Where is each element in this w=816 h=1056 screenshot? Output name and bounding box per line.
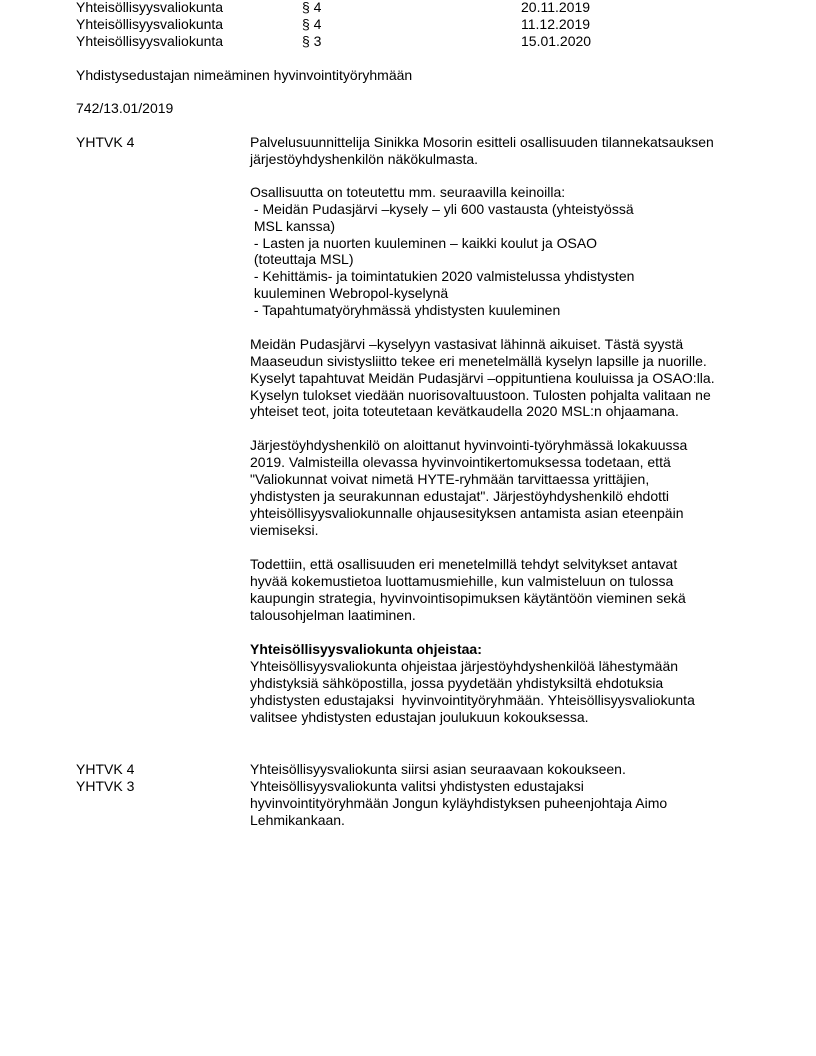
prep-line: Osallisuutta on toteutettu mm. seuraavilla keinoilla: (250, 184, 566, 200)
prep-line: yhteisöllisyysvaliokunnalle ohjausesityksen antamista asian eteenpäin (250, 505, 684, 521)
prep-line: yhdistysten ja seurakunnan edustajat". Järjestöyhdyshenkilö ehdotti (250, 488, 670, 504)
prep-line: (toteuttaja MSL) (250, 251, 354, 267)
prep-line: Meidän Pudasjärvi –kyselyyn vastasivat lähinnä aikuiset. Tästä syystä (250, 336, 684, 352)
prep-line: Todettiin, että osallisuuden eri menetelmillä tehdyt selvitykset antavat (250, 556, 678, 572)
history-date: 15.01.2020 (521, 33, 592, 49)
prep-line: yhteiset teot, joita toteutetaan kevätkaudella 2020 MSL:n ohjaamana. (250, 403, 679, 419)
prep-line: MSL kanssa) (250, 218, 336, 234)
history-body: Yhteisöllisyysvaliokunta (76, 33, 224, 49)
prep-line: Kyselyn tulokset viedään nuorisovaltuustoon. Tulosten pohjalta valitaan ne (250, 387, 711, 403)
prep-line: talousohjelman laatiminen. (250, 607, 416, 623)
history-section: § 4 (302, 0, 322, 15)
history-section: § 3 (302, 33, 322, 49)
prep-line: - Lasten ja nuorten kuuleminen – kaikki koulut ja OSAO (250, 235, 598, 251)
item-title: Yhdistysedustajan nimeäminen hyvinvointityöryhmään (76, 67, 413, 83)
prep-line: järjestöyhdyshenkilön näkökulmasta. (250, 151, 479, 167)
prep-line: Järjestöyhdyshenkilö on aloittanut hyvinvointi-työryhmässä lokakuussa (250, 437, 688, 453)
prep-line: Maaseudun sivistysliitto tekee eri menetelmällä kyselyn lapsille ja nuorille. (250, 353, 707, 369)
prep-line: Palvelusuunnittelija Sinikka Mosorin esitteli osallisuuden tilannekatsauksen (250, 134, 714, 150)
instruction-line: yhdistyksiä sähköpostilla, jossa pyydetään yhdistyksiltä ehdotuksia (250, 675, 664, 691)
decision-line: Yhteisöllisyysvaliokunta valitsi yhdistysten edustajaksi (250, 778, 584, 794)
decision-line: hyvinvointityöryhmään Jongun kyläyhdistyksen puheenjohtaja Aimo (250, 795, 668, 811)
instruction-line: Yhteisöllisyysvaliokunta ohjeistaa järjestöyhdyshenkilöä lähestymään (250, 658, 679, 674)
decision-label: YHTVK 4 (76, 761, 135, 777)
history-date: 11.12.2019 (521, 16, 591, 32)
prep-line: - Meidän Pudasjärvi –kysely – yli 600 vastausta (yhteistyössä (250, 201, 634, 217)
decision-label: YHTVK 3 (76, 778, 135, 794)
history-section: § 4 (302, 16, 322, 32)
prep-line: Kyselyt tapahtuvat Meidän Pudasjärvi –oppituntiena kouluissa ja OSAO:lla. (250, 370, 715, 386)
instruction-line: valitsee yhdistysten edustajan joulukuun kokouksessa. (250, 709, 589, 725)
decision-line: Lehmikankaan. (250, 812, 345, 828)
prep-line: kuuleminen Webropol-kyselynä (250, 285, 449, 301)
diary-number: 742/13.01/2019 (76, 100, 174, 116)
instruction-line: yhdistysten edustajaksi hyvinvointityöryhmään. Yhteisöllisyysvaliokunta (250, 692, 695, 708)
decision-line: Yhteisöllisyysvaliokunta siirsi asian seuraavaan kokoukseen. (250, 761, 626, 777)
prep-line: 2019. Valmisteilla olevassa hyvinvointikertomuksessa todetaan, että (250, 454, 671, 470)
prep-line: kaupungin strategia, hyvinvointisopimuksen käytäntöön vieminen sekä (250, 590, 686, 606)
instruction-heading: Yhteisöllisyysvaliokunta ohjeistaa: (250, 641, 482, 657)
prep-line: "Valiokunnat voivat nimetä HYTE-ryhmään tarvittaessa yrittäjien, (250, 471, 650, 487)
prep-line: - Tapahtumatyöryhmässä yhdistysten kuuleminen (250, 302, 561, 318)
history-body: Yhteisöllisyysvaliokunta (76, 0, 224, 15)
prep-label: YHTVK 4 (76, 134, 135, 150)
prep-line: - Kehittämis- ja toimintatukien 2020 valmistelussa yhdistysten (250, 268, 635, 284)
history-body: Yhteisöllisyysvaliokunta (76, 16, 224, 32)
history-date: 20.11.2019 (521, 0, 591, 15)
prep-line: hyvää kokemustietoa luottamusmiehille, kun valmisteluun on tulossa (250, 573, 674, 589)
prep-line: viemiseksi. (250, 522, 319, 538)
